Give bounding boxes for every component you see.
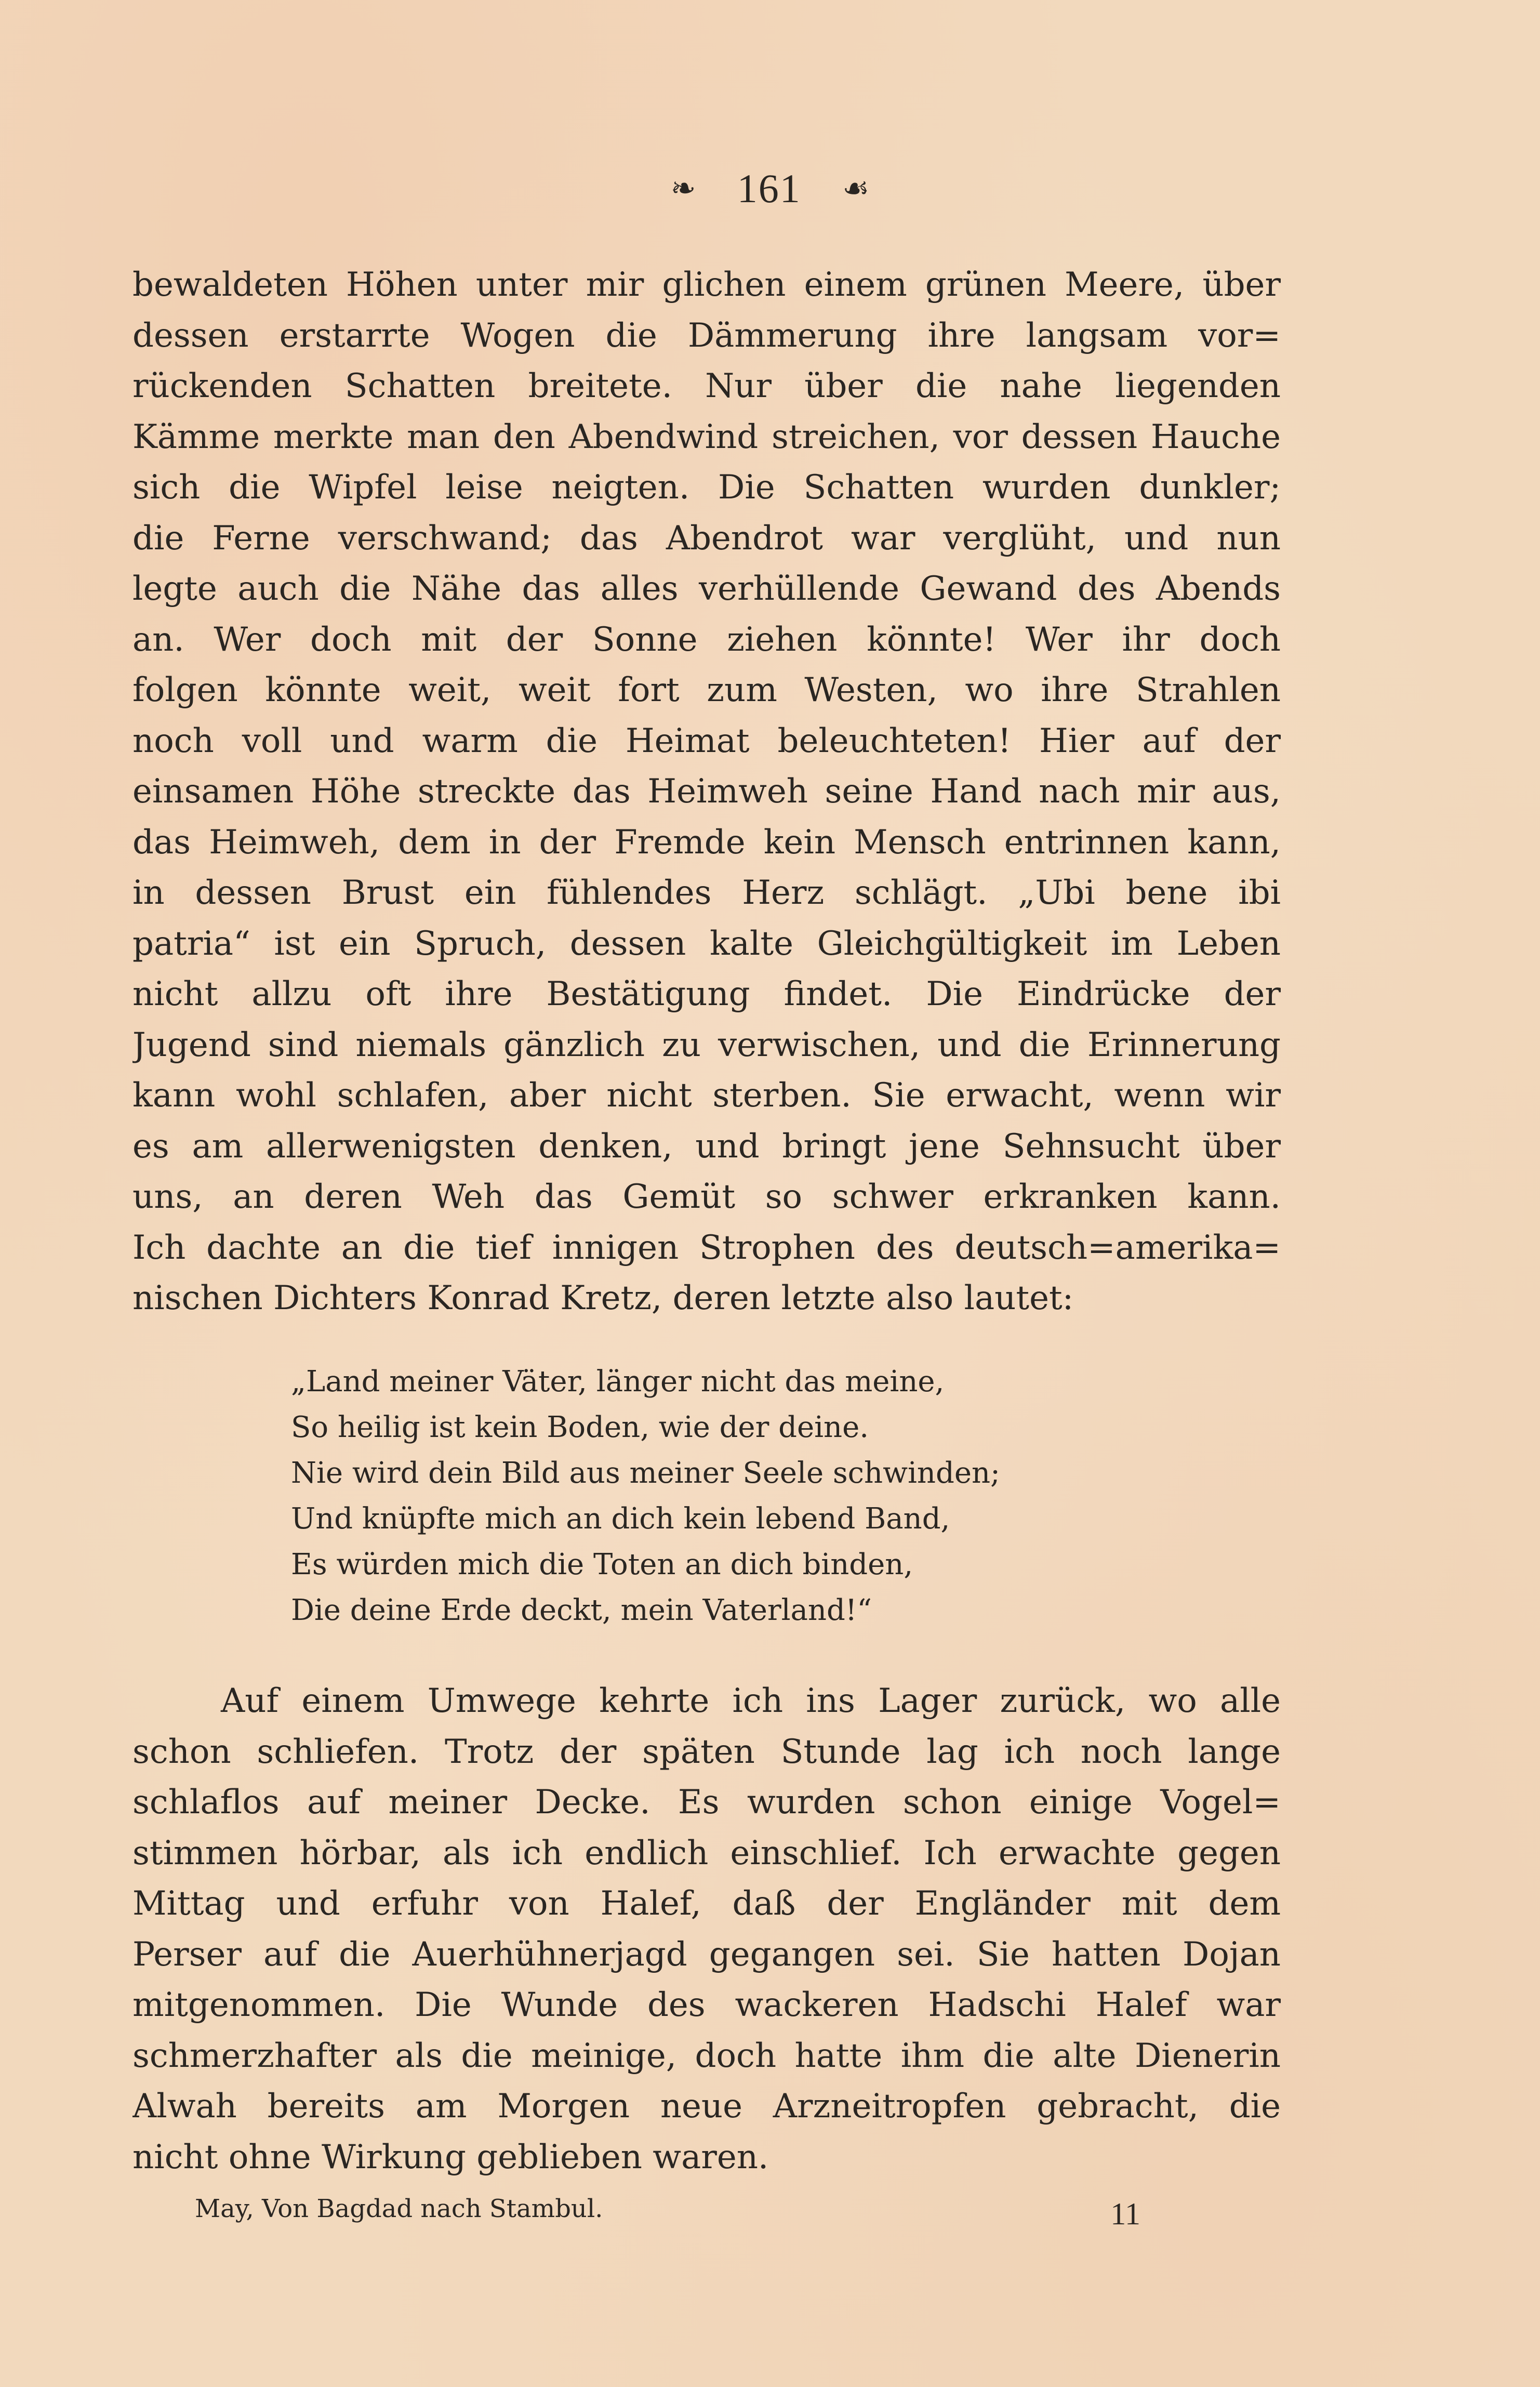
ornament-left-icon: ❧ [670, 172, 696, 206]
text-line: folgen könnte weit, weit fort zum Westen, wo ihre Strahlen [132, 671, 1281, 709]
text-line: sich die Wipfel leise neigten. Die Schatten wurden dunkler; [132, 468, 1281, 507]
poem-line: So heilig ist kein Boden, wie der deine. [291, 1410, 869, 1444]
text-line: schmerzhafter als die meinige, doch hatte ihm die alte Dienerin [132, 2036, 1281, 2075]
text-line: Kämme merkte man den Abendwind streichen, vor dessen Hauche [132, 417, 1281, 456]
text-line: Jugend sind niemals gänzlich zu verwischen, und die Erinnerung [132, 1025, 1281, 1064]
paragraph-2 [132, 1676, 1281, 2183]
text-line: Perser auf die Auerhühnerjagd gegangen sei. Sie hatten Dojan [132, 1935, 1281, 1974]
text-line: die Ferne verschwand; das Abendrot war verglüht, und nun [132, 519, 1281, 558]
text-line: nischen Dichters Konrad Kretz, deren letzte also lautet: [132, 1279, 1074, 1317]
text-line: in dessen Brust ein fühlendes Herz schlägt. „Ubi bene ibi [132, 874, 1281, 912]
paragraph-1 [132, 260, 1281, 1324]
poem-stanza [291, 1359, 1174, 1633]
page-number: 161 [737, 166, 801, 212]
text-line: das Heimweh, dem in der Fremde kein Mensch entrinnen kann, [132, 823, 1281, 862]
poem-line: Nie wird dein Bild aus meiner Seele schwinden; [291, 1456, 1000, 1490]
text-line: nicht allzu oft ihre Bestätigung findet. Die Eindrücke der [132, 975, 1281, 1013]
text-line: dessen erstarrte Wogen die Dämmerung ihre langsam vor= [132, 316, 1281, 355]
page-footer [195, 2185, 1140, 2232]
text-line: uns, an deren Weh das Gemüt so schwer erkranken kann. [132, 1178, 1281, 1216]
text-line: Ich dachte an die tief innigen Strophen des deutsch=amerika= [132, 1228, 1281, 1267]
ornament-right-icon: ☙ [842, 172, 870, 206]
text-line: Auf einem Umwege kehrte ich ins Lager zurück, wo alle [221, 1682, 1281, 1720]
text-line: Alwah bereits am Morgen neue Arzneitropfen gebracht, die [132, 2087, 1281, 2126]
text-line: rückenden Schatten breitete. Nur über die nahe liegenden [132, 367, 1281, 405]
text-line: es am allerwenigsten denken, und bringt jene Sehnsucht über [132, 1127, 1281, 1166]
text-line: kann wohl schlafen, aber nicht sterben. Sie erwacht, wenn wir [132, 1076, 1281, 1115]
text-line: patria“ ist ein Spruch, dessen kalte Gleichgültigkeit im Leben [132, 924, 1281, 963]
poem-line: Es würden mich die Toten an dich binden, [291, 1548, 913, 1581]
text-line: an. Wer doch mit der Sonne ziehen könnte! Wer ihr doch [132, 620, 1281, 659]
page-header [0, 156, 1540, 213]
text-line: nicht ohne Wirkung geblieben waren. [132, 2138, 769, 2177]
signature-mark: May, Von Bagdad nach Stambul. [195, 2194, 603, 2223]
text-line: stimmen hörbar, als ich endlich einschlief. Ich erwachte gegen [132, 1834, 1281, 1872]
text-line: einsamen Höhe streckte das Heimweh seine Hand nach mir aus, [132, 772, 1281, 811]
text-line: bewaldeten Höhen unter mir glichen einem grünen Meere, über [132, 266, 1281, 304]
text-line: legte auch die Nähe das alles verhüllende Gewand des Abends [132, 570, 1281, 608]
text-line: noch voll und warm die Heimat beleuchteten! Hier auf der [132, 721, 1281, 760]
sheet-number: 11 [1110, 2197, 1140, 2231]
poem-line: Und knüpfte mich an dich kein lebend Band, [291, 1502, 950, 1536]
text-line: Mittag und erfuhr von Halef, daß der Engländer mit dem [132, 1884, 1281, 1923]
text-line: schlaflos auf meiner Decke. Es wurden schon einige Vogel= [132, 1783, 1281, 1822]
poem-line: „Land meiner Väter, länger nicht das meine, [291, 1365, 945, 1399]
poem-line: Die deine Erde deckt, mein Vaterland!“ [291, 1593, 872, 1627]
text-line: schon schliefen. Trotz der späten Stunde lag ich noch lange [132, 1732, 1281, 1771]
text-line: mitgenommen. Die Wunde des wackeren Hadschi Halef war [132, 1986, 1281, 2024]
